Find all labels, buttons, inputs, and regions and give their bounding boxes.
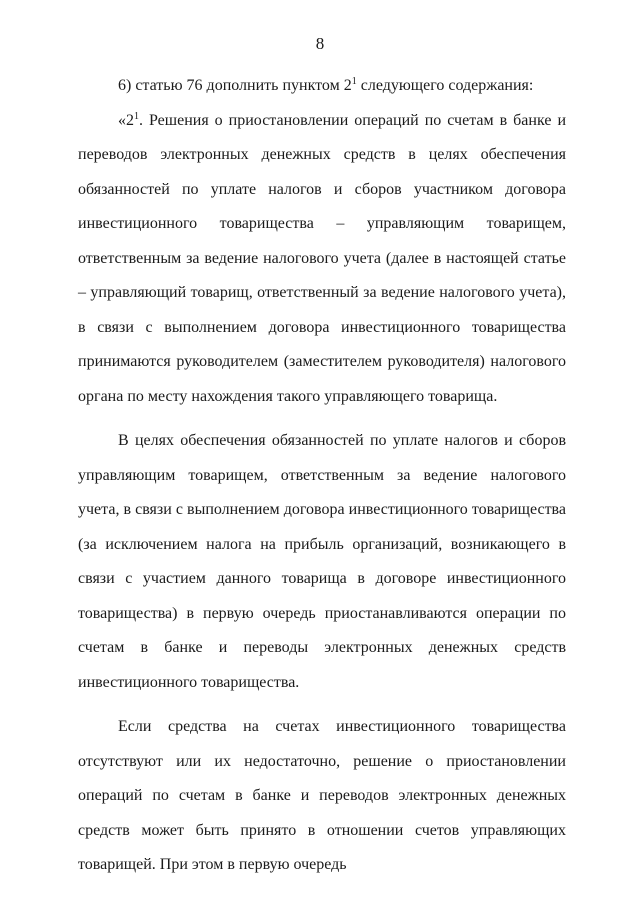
paragraph-text: «2 [118, 111, 134, 129]
superscript: 1 [134, 110, 139, 122]
superscript: 1 [351, 76, 357, 87]
paragraph-text: 6) статью 76 дополнить пунктом 2 [118, 77, 352, 94]
paragraph-gap [78, 414, 566, 424]
paragraph-priority-suspension: В целях обеспечения обязанностей по уплате налогов и сборов управляющим товарищем, ответственным за ведение налогового учета, в связи с выполнением договора инвестиционного товарищества (за исключением налога на прибыль организаций, возникающего в связи с участием данного товарища в договоре инвестиционного товарищества) в первую очередь приостанавливаются операции по счетам в банке и переводы электронных денежных средств инвестиционного товарищества. [78, 432, 566, 691]
paragraph-insufficient-funds: Если средства на счетах инвестиционного товарищества отсутствуют или их недостаточно, решение о приостановлении операций по счетам в банке и переводов электронных денежных средств может быть принято в отношении счетов управляющих товарищей. При этом в первую очередь [78, 718, 566, 873]
paragraph-clause-2-1 [78, 104, 566, 415]
paragraph-text: . Решения о приостановлении операций по счетам в банке и переводов электронных денежных средств в целях обеспечения обязанностей по уплате налогов и сборов участником договора инвестиционного товарищества – управляющим товарищем, ответственным за ведение налогового учета (далее в настоящей статье – управляющий товарищ, ответственный за ведение налогового учета), в связи с выполнением договора инвестиционного товарищества принимаются руководителем (заместителем руководителя) налогового органа по месту нахождения такого управляющего товарища. [78, 111, 566, 405]
page-number: 8 [315, 34, 325, 53]
paragraph-amendment-intro [78, 69, 566, 104]
paragraph-text: следующего содержания: [356, 77, 534, 94]
paragraph-gap [78, 700, 566, 710]
document-body [78, 69, 566, 883]
